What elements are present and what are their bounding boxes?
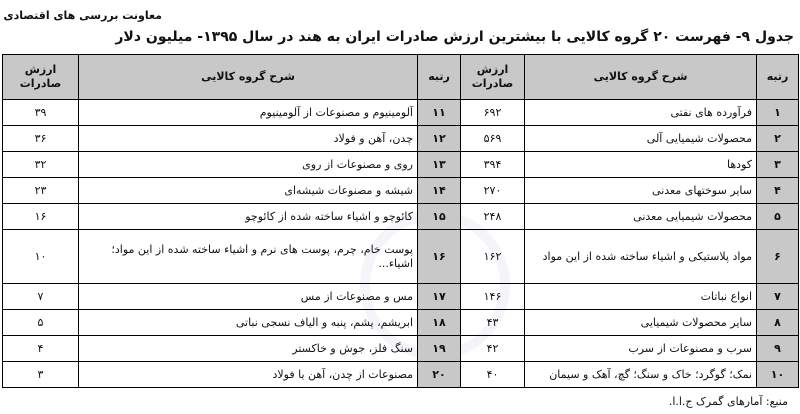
table-row bbox=[3, 310, 799, 336]
value-cell: ۴۳ bbox=[461, 310, 525, 336]
value-cell: ۴ bbox=[3, 336, 79, 362]
header-rank-right: رتبه bbox=[757, 55, 799, 100]
table-row bbox=[3, 126, 799, 152]
value-cell: ۴۲ bbox=[461, 336, 525, 362]
description-cell: آلومینیوم و مصنوعات از آلومینیوم bbox=[79, 100, 418, 126]
table-row bbox=[3, 284, 799, 310]
value-cell: ۲۷۰ bbox=[461, 178, 525, 204]
source-note: منبع: آمارهای گمرک ج.ا.ا. bbox=[668, 395, 788, 408]
header-description-right: شرح گروه کالایی bbox=[525, 55, 757, 100]
value-cell: ۳۶ bbox=[3, 126, 79, 152]
table-row bbox=[3, 178, 799, 204]
rank-cell: ۳ bbox=[757, 152, 799, 178]
header-rank-left: رتبه bbox=[418, 55, 461, 100]
table-header-row bbox=[3, 55, 799, 100]
rank-cell: ۱۹ bbox=[418, 336, 461, 362]
description-cell: کودها bbox=[525, 152, 757, 178]
description-cell: محصولات شیمیایی معدنی bbox=[525, 204, 757, 230]
rank-cell: ۱۳ bbox=[418, 152, 461, 178]
value-cell: ۱۴۶ bbox=[461, 284, 525, 310]
value-cell: ۵۶۹ bbox=[461, 126, 525, 152]
exports-table bbox=[2, 54, 799, 388]
description-cell: کائوچو و اشیاء ساخته شده از کائوچو bbox=[79, 204, 418, 230]
table-row bbox=[3, 362, 799, 388]
header-description-left: شرح گروه کالایی bbox=[79, 55, 418, 100]
description-cell: نمک؛ گوگرد؛ خاک و سنگ؛ گچ، آهک و سیمان bbox=[525, 362, 757, 388]
value-cell: ۱۶۲ bbox=[461, 230, 525, 284]
description-cell: روی و مصنوعات از روی bbox=[79, 152, 418, 178]
value-cell: ۳۹ bbox=[3, 100, 79, 126]
table-row bbox=[3, 152, 799, 178]
description-cell: مواد پلاستیکی و اشیاء ساخته شده از این مواد bbox=[525, 230, 757, 284]
description-cell: سایر سوختهای معدنی bbox=[525, 178, 757, 204]
rank-cell: ۱۱ bbox=[418, 100, 461, 126]
value-cell: ۷ bbox=[3, 284, 79, 310]
description-cell: محصولات شیمیایی آلی bbox=[525, 126, 757, 152]
rank-cell: ۶ bbox=[757, 230, 799, 284]
rank-cell: ۲۰ bbox=[418, 362, 461, 388]
value-cell: ۴۰ bbox=[461, 362, 525, 388]
description-cell: فرآورده های نفتی bbox=[525, 100, 757, 126]
table-row bbox=[3, 100, 799, 126]
organization-label: معاونت بررسی های اقتصادی bbox=[3, 9, 162, 22]
header-value-left: ارزش صادرات bbox=[3, 55, 79, 100]
value-cell: ۲۴۸ bbox=[461, 204, 525, 230]
rank-cell: ۱۸ bbox=[418, 310, 461, 336]
description-cell: ابریشم، پشم، پنبه و الیاف نسجی نباتی bbox=[79, 310, 418, 336]
description-cell: سرب و مصنوعات از سرب bbox=[525, 336, 757, 362]
rank-cell: ۴ bbox=[757, 178, 799, 204]
description-cell: انواع نباتات bbox=[525, 284, 757, 310]
rank-cell: ۱۵ bbox=[418, 204, 461, 230]
value-cell: ۱۶ bbox=[3, 204, 79, 230]
description-cell: سنگ فلز، جوش و خاکستر bbox=[79, 336, 418, 362]
value-cell: ۵ bbox=[3, 310, 79, 336]
description-cell: مس و مصنوعات از مس bbox=[79, 284, 418, 310]
rank-cell: ۸ bbox=[757, 310, 799, 336]
description-cell: شیشه و مصنوعات شیشه‌ای bbox=[79, 178, 418, 204]
rank-cell: ۲ bbox=[757, 126, 799, 152]
rank-cell: ۱۶ bbox=[418, 230, 461, 284]
description-cell: سایر محصولات شیمیایی bbox=[525, 310, 757, 336]
rank-cell: ۱۲ bbox=[418, 126, 461, 152]
value-cell: ۳۹۴ bbox=[461, 152, 525, 178]
description-cell: مصنوعات از چدن، آهن یا فولاد bbox=[79, 362, 418, 388]
table-row bbox=[3, 336, 799, 362]
rank-cell: ۹ bbox=[757, 336, 799, 362]
header-value-right: ارزش صادرات bbox=[461, 55, 525, 100]
value-cell: ۲۳ bbox=[3, 178, 79, 204]
table-title: جدول ۹- فهرست ۲۰ گروه کالایی با بیشترین ارزش صادرات ایران به هند در سال ۱۳۹۵- میلیون دلار bbox=[115, 29, 794, 45]
value-cell: ۶۹۲ bbox=[461, 100, 525, 126]
value-cell: ۳ bbox=[3, 362, 79, 388]
description-cell: چدن، آهن و فولاد bbox=[79, 126, 418, 152]
rank-cell: ۱ bbox=[757, 100, 799, 126]
rank-cell: ۱۷ bbox=[418, 284, 461, 310]
value-cell: ۳۲ bbox=[3, 152, 79, 178]
value-cell: ۱۰ bbox=[3, 230, 79, 284]
table-row bbox=[3, 230, 799, 284]
table-row bbox=[3, 204, 799, 230]
rank-cell: ۷ bbox=[757, 284, 799, 310]
description-cell: پوست خام، چرم، پوست های نرم و اشیاء ساخته شده از این مواد؛ اشیاء... bbox=[79, 230, 418, 284]
rank-cell: ۱۴ bbox=[418, 178, 461, 204]
rank-cell: ۵ bbox=[757, 204, 799, 230]
rank-cell: ۱۰ bbox=[757, 362, 799, 388]
